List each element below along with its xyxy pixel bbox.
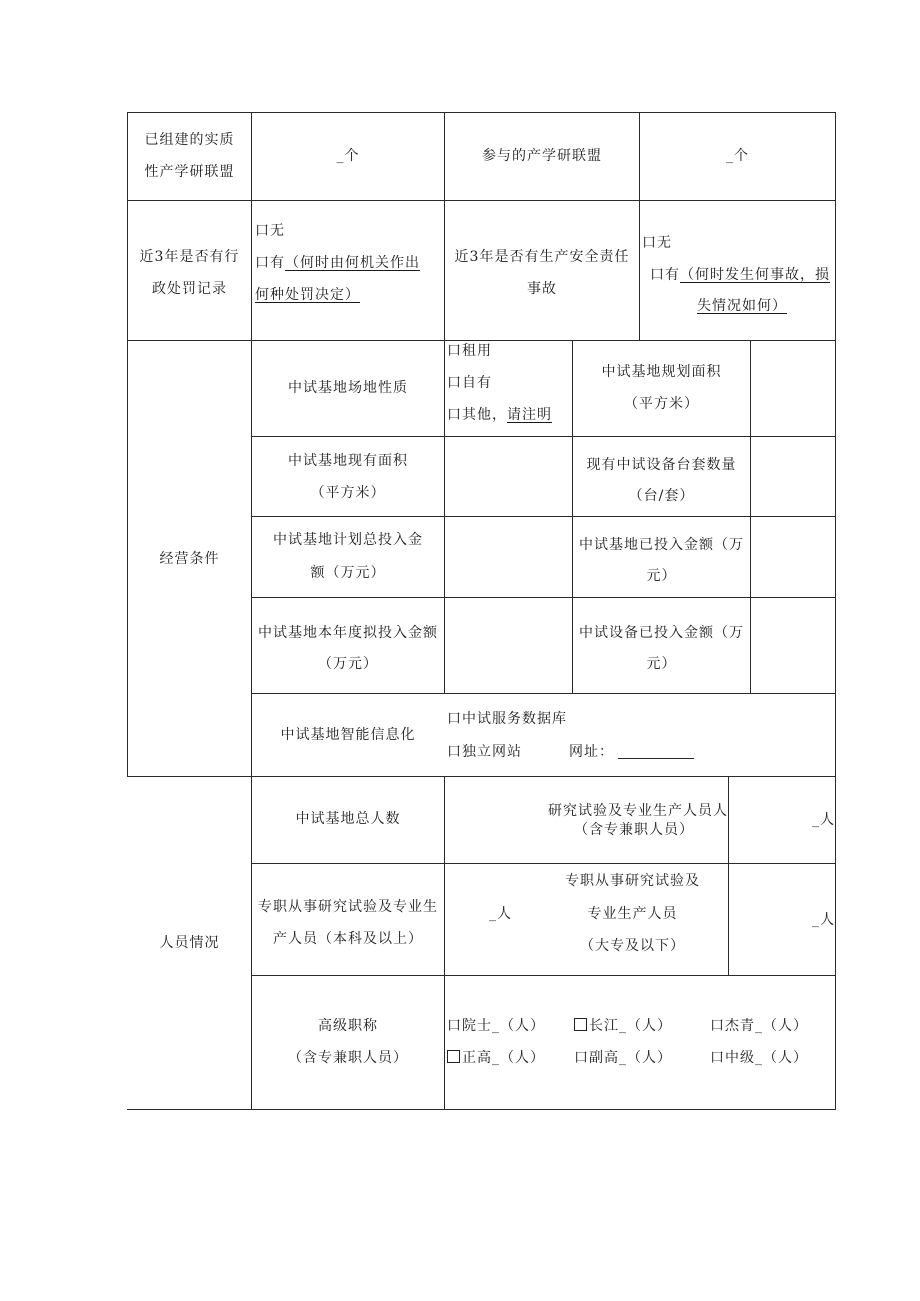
- col-divider: [444, 112, 445, 693]
- site-option-own[interactable]: 口自有: [447, 375, 492, 391]
- label-penalty-1: 近3年是否有行: [139, 249, 240, 265]
- safety-detail-2: 失情况如何）: [697, 298, 787, 314]
- penalty-option-yes[interactable]: [255, 247, 420, 279]
- label-fulltime-bachelor-2: 产人员（本科及以上）: [273, 931, 423, 947]
- label-senior-title-2: （含专兼职人员）: [288, 1050, 408, 1066]
- label-safety-2: 事故: [527, 281, 557, 297]
- label-year-invest-1: 中试基地本年度拟投入金额: [258, 625, 438, 641]
- row-divider: [127, 200, 836, 201]
- label-year-invest-2: （万元）: [318, 656, 378, 672]
- value-fulltime-college[interactable]: _人: [812, 912, 835, 928]
- label-equipment-invested-2: 元）: [646, 656, 677, 672]
- safety-option-yes[interactable]: [650, 259, 830, 291]
- site-option-other-label: 口其他，: [447, 407, 507, 423]
- label-existing-area-1: 中试基地现有面积: [288, 453, 408, 469]
- section-operating-conditions: 经营条件: [159, 551, 220, 567]
- table-border-bottom: [127, 1109, 836, 1110]
- senior-option-full-senior-label: 正高_（人）: [462, 1050, 545, 1066]
- site-option-other[interactable]: [447, 399, 552, 431]
- penalty-detail-2: 何种处罚决定）: [255, 287, 360, 303]
- label-fulltime-college-1: 专职从事研究试验及: [565, 873, 700, 889]
- label-equipment-invested-1: 中试设备已投入金额（万: [579, 625, 744, 641]
- table-border-right: [835, 112, 836, 1110]
- site-option-other-note: 请注明: [507, 407, 552, 423]
- senior-option-intermediate[interactable]: 口中级_（人）: [710, 1050, 808, 1066]
- senior-option-changjiang-label: 长江_（人）: [589, 1018, 672, 1034]
- checkbox-icon: [447, 1050, 460, 1063]
- checkbox-icon: [574, 1018, 587, 1031]
- row-divider: [251, 597, 836, 598]
- label-research-staff-2: （含专兼职人员）: [574, 822, 694, 838]
- senior-option-academician[interactable]: 口院士_（人）: [447, 1018, 545, 1034]
- label-fulltime-college-2: 专业生产人员: [587, 906, 678, 922]
- row-divider: [251, 863, 836, 864]
- label-planned-area-2: （平方米）: [624, 396, 699, 412]
- safety-detail-1: （何时发生何事故，损: [680, 267, 830, 283]
- penalty-option-none[interactable]: 口无: [255, 223, 285, 239]
- label-invested-2: 元）: [646, 568, 677, 584]
- option-service-database[interactable]: 口中试服务数据库: [447, 711, 567, 727]
- label-website-url: 网址：: [569, 744, 614, 760]
- value-research-staff[interactable]: _人: [812, 812, 835, 828]
- option-independent-website[interactable]: 口独立网站: [447, 744, 522, 760]
- table-border-left: [127, 112, 128, 777]
- value-alliance-built[interactable]: _个: [336, 148, 360, 164]
- site-option-rent[interactable]: 口租用: [447, 343, 492, 359]
- label-equipment-count-1: 现有中试设备台套数量: [586, 457, 737, 473]
- label-research-staff-1: 研究试验及专业生产人员人: [548, 803, 728, 819]
- penalty-option-yes-label: 口有: [255, 255, 285, 271]
- label-existing-area-2: （平方米）: [310, 485, 386, 501]
- row-divider: [127, 776, 836, 777]
- row-divider: [251, 693, 836, 694]
- penalty-detail-1: （何时由何机关作出: [285, 255, 420, 271]
- label-safety-1: 近3年是否有生产安全责任: [454, 249, 630, 265]
- label-fulltime-college-3: （大专及以下）: [580, 938, 685, 954]
- label-senior-title-1: 高级职称: [318, 1018, 378, 1034]
- label-alliance-joined: 参与的产学研联盟: [482, 148, 602, 164]
- senior-option-associate[interactable]: 口副高_（人）: [574, 1050, 672, 1066]
- value-alliance-joined[interactable]: _个: [726, 148, 749, 164]
- row-divider: [251, 975, 836, 976]
- website-url-input-line[interactable]: [618, 758, 694, 759]
- senior-option-changjiang[interactable]: [574, 1010, 672, 1042]
- safety-option-yes-label: 口有: [650, 267, 680, 283]
- label-planned-invest-1: 中试基地计划总投入金: [273, 532, 423, 548]
- row-divider: [251, 516, 836, 517]
- label-equipment-count-2: （台/套）: [628, 488, 695, 504]
- section-personnel: 人员情况: [159, 935, 220, 951]
- label-planned-area-1: 中试基地规划面积: [601, 364, 722, 380]
- label-alliance-built-2: 性产学研联盟: [144, 164, 235, 180]
- col-divider: [444, 776, 445, 1110]
- label-fulltime-bachelor-1: 专职从事研究试验及专业生: [258, 899, 438, 915]
- col-divider: [750, 340, 751, 693]
- safety-option-none[interactable]: 口无: [642, 235, 672, 251]
- senior-option-full-senior[interactable]: [447, 1042, 545, 1074]
- row-divider: [251, 436, 836, 437]
- label-penalty-2: 政处罚记录: [152, 281, 227, 297]
- label-total-staff: 中试基地总人数: [295, 811, 401, 827]
- label-planned-invest-2: 额（万元）: [310, 565, 386, 581]
- label-smart-info: 中试基地智能信息化: [280, 727, 416, 743]
- label-alliance-built-1: 已组建的实质: [144, 132, 235, 148]
- label-invested-1: 中试基地已投入金额（万: [579, 537, 744, 553]
- senior-option-youth[interactable]: 口杰青_（人）: [710, 1018, 808, 1034]
- value-fulltime-bachelor[interactable]: _人: [489, 906, 512, 922]
- label-site-nature: 中试基地场地性质: [288, 380, 408, 396]
- table-border-top: [127, 112, 836, 113]
